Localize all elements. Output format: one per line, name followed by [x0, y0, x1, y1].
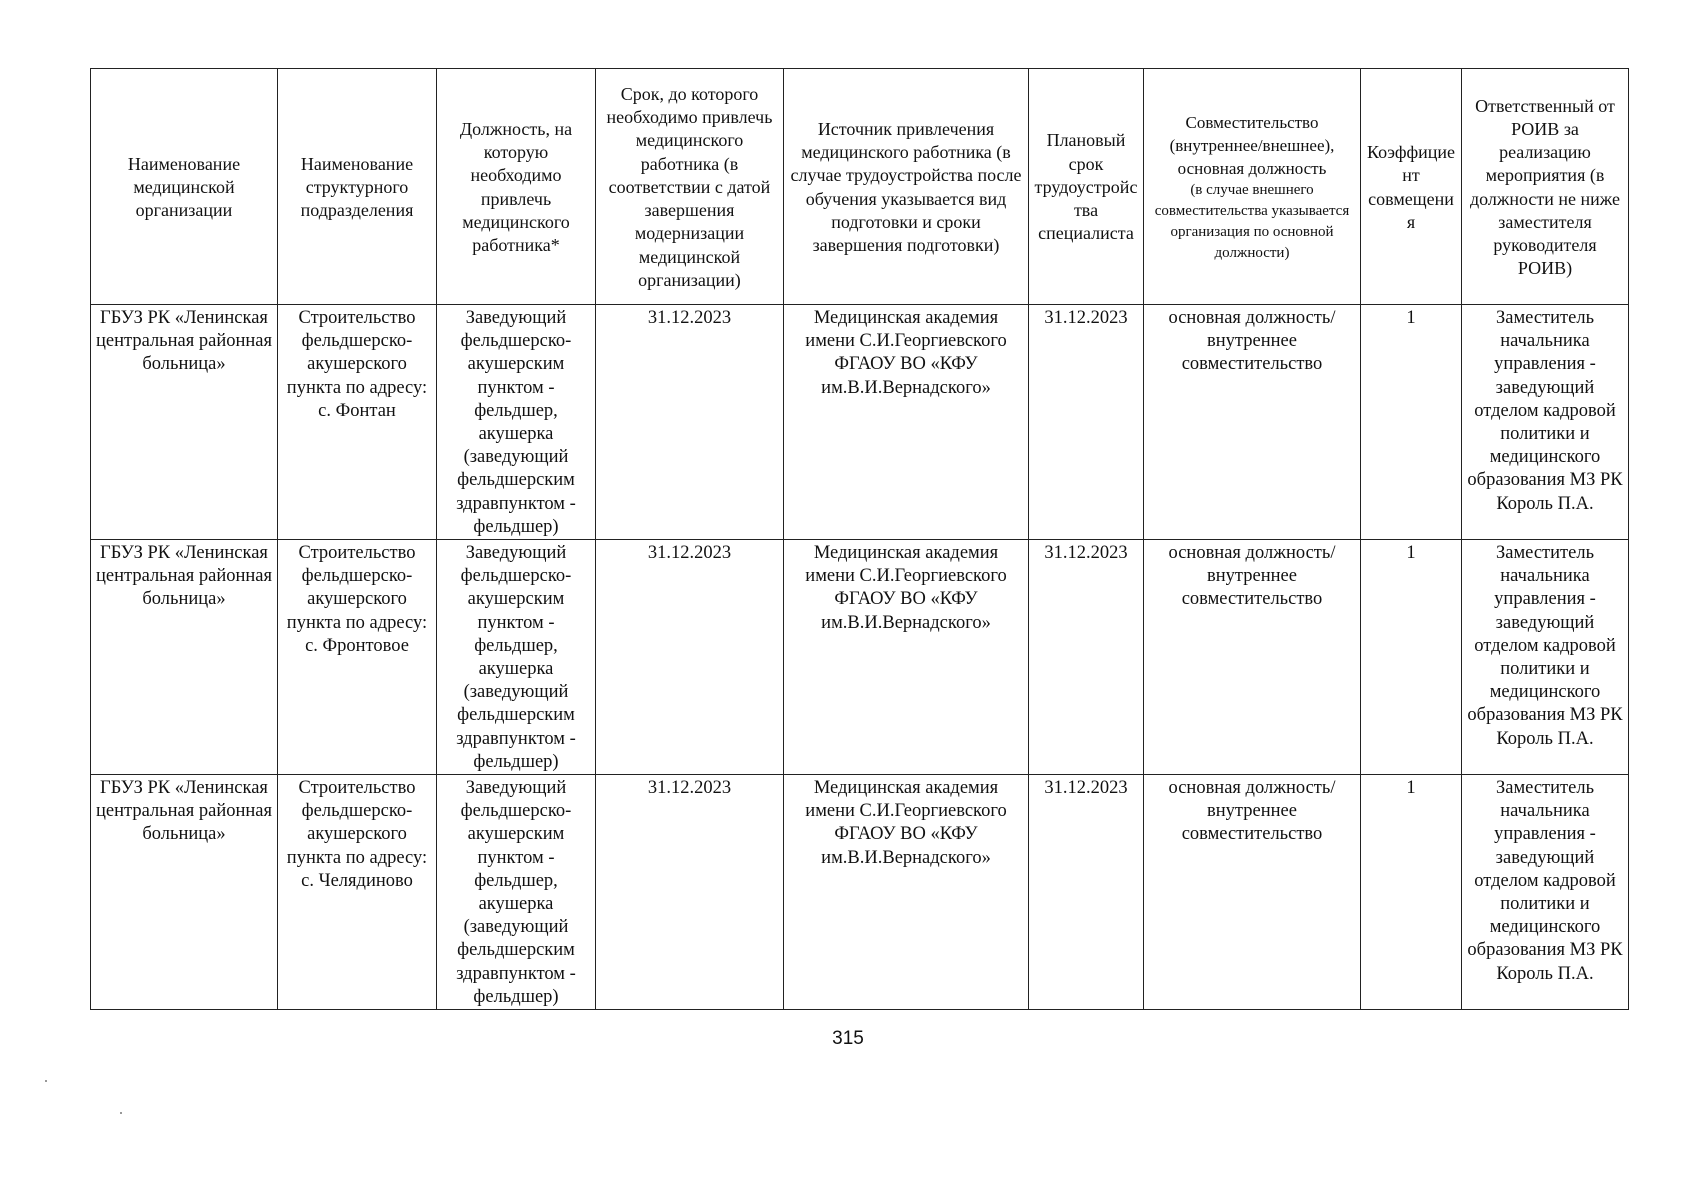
cell-coefficient: 1 [1361, 540, 1462, 775]
header-combination-main: Совместительство (внутреннее/внешнее), основная должность [1169, 113, 1335, 178]
cell-responsible: Заместитель начальника управления - заведующий отделом кадровой политики и медицинского образования МЗ РК Король П.А. [1462, 775, 1629, 1010]
cell-planned-date: 31.12.2023 [1029, 775, 1144, 1010]
cell-organization: ГБУЗ РК «Ленинская центральная районная больница» [91, 540, 278, 775]
cell-source: Медицинская академия имени С.И.Георгиевского ФГАОУ ВО «КФУ им.В.И.Вернадского» [784, 540, 1029, 775]
cell-position: Заведующий фельдшерско-акушерским пунктом - фельдшер, акушерка (заведующий фельдшерским здравпунктом - фельдшер) [437, 775, 596, 1010]
cell-combination: основная должность/ внутреннее совместительство [1144, 305, 1361, 540]
header-planned-date: Плановый срок трудоустройства специалиста [1029, 69, 1144, 305]
table-row [91, 305, 1629, 540]
header-combination [1144, 69, 1361, 305]
header-organization: Наименование медицинской организации [91, 69, 278, 305]
table-row [91, 775, 1629, 1010]
cell-combination: основная должность/ внутреннее совместительство [1144, 540, 1361, 775]
cell-coefficient: 1 [1361, 305, 1462, 540]
header-combination-note: (в случае внешнего совместительства указывается организация по основной должности) [1154, 182, 1350, 261]
cell-subdivision: Строительство фельдшерско-акушерского пункта по адресу: с. Фронтовое [278, 540, 437, 775]
cell-organization: ГБУЗ РК «Ленинская центральная районная больница» [91, 775, 278, 1010]
cell-planned-date: 31.12.2023 [1029, 305, 1144, 540]
staffing-table [90, 68, 1629, 1010]
cell-responsible: Заместитель начальника управления - заведующий отделом кадровой политики и медицинского образования МЗ РК Король П.А. [1462, 305, 1629, 540]
cell-combination: основная должность/ внутреннее совместительство [1144, 775, 1361, 1010]
cell-position: Заведующий фельдшерско-акушерским пунктом - фельдшер, акушерка (заведующий фельдшерским здравпунктом - фельдшер) [437, 305, 596, 540]
cell-deadline: 31.12.2023 [596, 540, 784, 775]
cell-coefficient: 1 [1361, 775, 1462, 1010]
scan-speck [120, 1112, 122, 1114]
table-header-row [91, 69, 1629, 305]
cell-position: Заведующий фельдшерско-акушерским пунктом - фельдшер, акушерка (заведующий фельдшерским здравпунктом - фельдшер) [437, 540, 596, 775]
cell-deadline: 31.12.2023 [596, 775, 784, 1010]
cell-subdivision: Строительство фельдшерско-акушерского пункта по адресу: с. Челядиново [278, 775, 437, 1010]
header-deadline: Срок, до которого необходимо привлечь медицинского работника (в соответствии с датой завершения модернизации медицинской организации) [596, 69, 784, 305]
header-coefficient: Коэффициент совмещения [1361, 69, 1462, 305]
header-responsible: Ответственный от РОИВ за реализацию мероприятия (в должности не ниже заместителя руководителя РОИВ) [1462, 69, 1629, 305]
cell-planned-date: 31.12.2023 [1029, 540, 1144, 775]
cell-source: Медицинская академия имени С.И.Георгиевского ФГАОУ ВО «КФУ им.В.И.Вернадского» [784, 775, 1029, 1010]
scan-speck [45, 1080, 47, 1082]
header-subdivision: Наименование структурного подразделения [278, 69, 437, 305]
cell-deadline: 31.12.2023 [596, 305, 784, 540]
cell-subdivision: Строительство фельдшерско-акушерского пункта по адресу: с. Фонтан [278, 305, 437, 540]
page-number: 315 [832, 1028, 864, 1049]
cell-organization: ГБУЗ РК «Ленинская центральная районная больница» [91, 305, 278, 540]
table-row [91, 540, 1629, 775]
header-position: Должность, на которую необходимо привлечь медицинского работника* [437, 69, 596, 305]
cell-source: Медицинская академия имени С.И.Георгиевского ФГАОУ ВО «КФУ им.В.И.Вернадского» [784, 305, 1029, 540]
cell-responsible: Заместитель начальника управления - заведующий отделом кадровой политики и медицинского образования МЗ РК Король П.А. [1462, 540, 1629, 775]
header-source: Источник привлечения медицинского работника (в случае трудоустройства после обучения указывается вид подготовки и сроки завершения подготовки) [784, 69, 1029, 305]
